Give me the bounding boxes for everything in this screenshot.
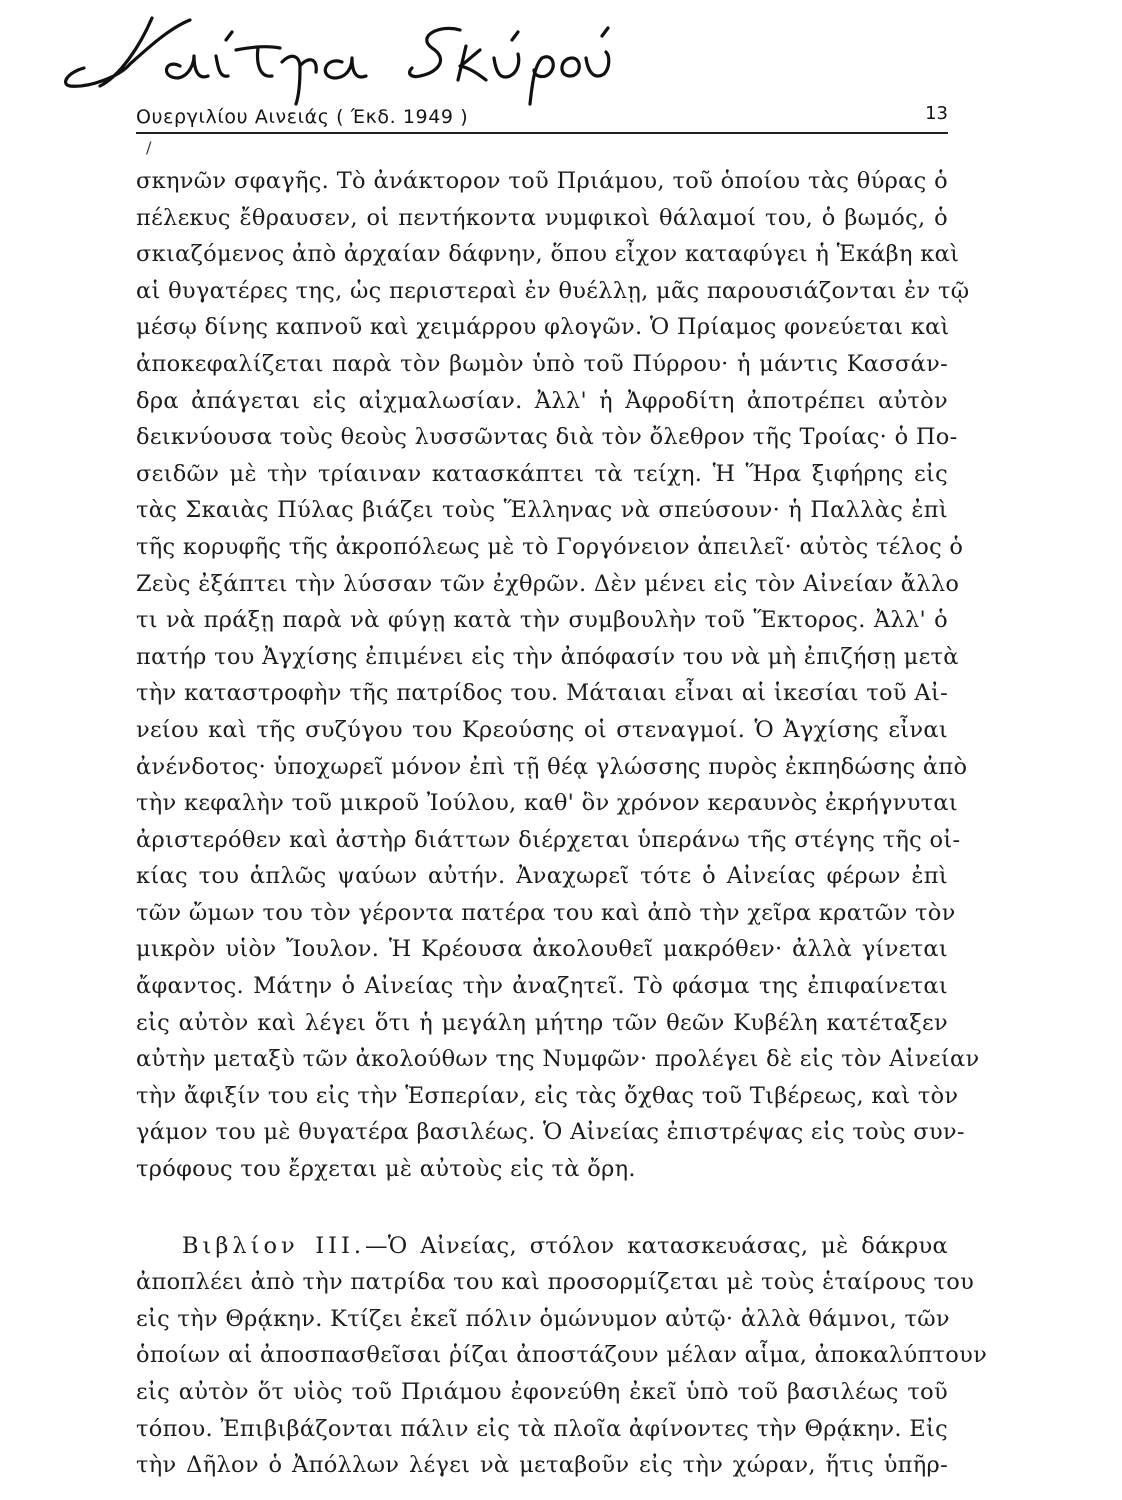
heading-line-rest: —Ὁ Αἰνείας, στόλον κατασκευάσας, μὲ δάκρυα	[365, 1232, 949, 1259]
text-line: μικρὸν υἱὸν Ἴουλον. Ἡ Κρέουσα ἀκολουθεῖ μακρόθεν· ἀλλὰ γίνεται	[136, 936, 948, 963]
text-line: πατήρ του Ἀγχίσης ἐπιμένει εἰς τὴν ἀπόφασίν του νὰ μὴ ἐπιζήσῃ μετὰ	[136, 643, 959, 670]
text-line: κίας του ἁπλῶς ψαύων αὐτήν. Ἀναχωρεῖ τότε ὁ Αἰνείας φέρων ἐπὶ	[136, 863, 948, 890]
text-line: νείου καὶ τῆς συζύγου του Κρεούσης οἱ στεναγμοί. Ὁ Ἀγχίσης εἶναι	[136, 716, 948, 743]
text-line: δρα ἀπάγεται εἰς αἰχμαλωσίαν. Ἀλλ' ἡ Ἀφροδίτη ἀποτρέπει αὐτὸν	[136, 387, 948, 414]
text-line: εἰς τὴν Θρᾴκην. Κτίζει ἐκεῖ πόλιν ὁμώνυμον αὐτῷ· ἀλλὰ θάμνοι, τῶν	[136, 1305, 950, 1332]
text-line: δεικνύουσα τοὺς θεοὺς λυσσῶντας διὰ τὸν ὄλεθρον τῆς Τροίας· ὁ Πο-	[136, 424, 958, 451]
text-line: τῆς κορυφῆς τῆς ἀκροπόλεως μὲ τὸ Γοργόνειον ἀπειλεῖ· αὐτὸς τέλος ὁ	[136, 533, 964, 560]
text-line: μέσῳ δίνης καπνοῦ καὶ χειμάρρου φλογῶν. Ὁ Πρίαμος φονεύεται καὶ	[136, 314, 950, 341]
text-line: ὁποίων αἱ ἀποσπασθεῖσαι ῥίζαι ἀποστάζουν μέλαν αἷμα, ἀποκαλύπτουν	[136, 1342, 988, 1369]
text-line: σκηνῶν σφαγῆς. Τὸ ἀνάκτορον τοῦ Πριάμου, τοῦ ὁποίου τὰς θύρας ὁ	[136, 168, 948, 194]
paragraph	[136, 1228, 988, 1484]
text-line: σκιαζόμενος ἀπὸ ἀρχαίαν δάφνην, ὅπου εἶχον καταφύγει ἡ Ἑκάβη καὶ	[136, 241, 960, 268]
paragraph	[136, 163, 980, 1188]
signature-drawing	[60, 6, 620, 106]
page-header	[136, 98, 948, 134]
text-line: αἱ θυγατέρες της, ὡς περιστεραὶ ἐν θυέλλῃ, μᾶς παρουσιάζονται ἐν τῷ	[136, 277, 970, 304]
book-heading: Βιβλίον III.	[182, 1232, 366, 1259]
text-line: αὐτὴν μεταξὺ τῶν ἀκολούθων της Νυμφῶν· προλέγει δὲ εἰς τὸν Αἰνείαν	[136, 1046, 980, 1073]
header-rule	[136, 132, 948, 134]
text-line: τὴν καταστροφὴν τῆς πατρίδος του. Μάταιαι εἶναι αἱ ἱκεσίαι τοῦ Αἰ-	[136, 680, 948, 707]
text-line: τῶν ὤμων του τὸν γέροντα πατέρα του καὶ ἀπὸ τὴν χεῖρα κρατῶν τὸν	[136, 899, 956, 926]
paragraph-gap	[136, 1188, 948, 1228]
page-number: 13	[925, 103, 948, 124]
text-line: τρόφους του ἔρχεται μὲ αὐτοὺς εἰς τὰ ὄρη.	[136, 1156, 636, 1183]
text-line: τι νὰ πράξῃ παρὰ νὰ φύγῃ κατὰ τὴν συμβουλὴν τοῦ Ἕκτορος. Ἀλλ' ὁ	[136, 607, 948, 634]
text-line: τόπου. Ἐπιβιβάζονται πάλιν εἰς τὰ πλοῖα ἀφίνοντες τὴν Θρᾴκην. Εἰς	[136, 1415, 948, 1442]
text-line: γάμον του μὲ θυγατέρα βασιλέως. Ὁ Αἰνείας ἐπιστρέψας εἰς τοὺς συν-	[136, 1119, 965, 1146]
text-line: ἀποπλέει ἀπὸ τὴν πατρίδα του καὶ προσορμίζεται μὲ τοὺς ἑταίρους του	[136, 1269, 975, 1296]
text-line: τὰς Σκαιὰς Πύλας βιάζει τοὺς Ἕλληνας νὰ σπεύσουν· ἡ Παλλὰς ἐπὶ	[136, 497, 948, 524]
handwritten-signature	[60, 6, 620, 106]
text-line: τὴν Δῆλον ὁ Ἀπόλλων λέγει νὰ μεταβοῦν εἰς τὴν χώραν, ἥτις ὑπῆρ-	[136, 1452, 948, 1479]
text-line: πέλεκυς ἔθραυσεν, οἱ πεντήκοντα νυμφικοὶ θάλαμοί του, ὁ βωμός, ὁ	[136, 204, 948, 231]
body-text	[136, 163, 988, 1484]
text-line: τὴν ἄφιξίν του εἰς τὴν Ἑσπερίαν, εἰς τὰς ὄχθας τοῦ Τιβέρεως, καὶ τὸν	[136, 1082, 959, 1109]
text-line: ἀνένδοτος· ὑποχωρεῖ μόνον ἐπὶ τῇ θέᾳ γλώσσης πυρὸς ἐκπηδώσης ἀπὸ	[136, 753, 968, 780]
text-line: Ζεὺς ἐξάπτει τὴν λύσσαν τῶν ἐχθρῶν. Δὲν μένει εἰς τὸν Αἰνείαν ἄλλο	[136, 570, 960, 597]
running-title: Ουεργιλίου Αινειάς ( Έκδ. 1949 )	[136, 106, 469, 128]
text-line: ἀριστερόθεν καὶ ἀστὴρ διάττων διέρχεται ὑπεράνω τῆς στέγης τῆς οἰ-	[136, 826, 961, 853]
text-line	[136, 1228, 948, 1265]
text-line: ἀποκεφαλίζεται παρὰ τὸν βωμὸν ὑπὸ τοῦ Πύρρου· ἡ μάντις Κασσάν-	[136, 350, 948, 377]
text-line: ἄφαντος. Μάτην ὁ Αἰνείας τὴν ἀναζητεῖ. Τὸ φάσμα της ἐπιφαίνεται	[136, 973, 948, 1000]
text-line: σειδῶν μὲ τὴν τρίαιναν κατασκάπτει τὰ τείχη. Ἡ Ἥρα ξιφήρης εἰς	[136, 460, 948, 487]
margin-mark: /	[146, 138, 152, 157]
text-line: εἰς αὐτὸν ὅτ υἱὸς τοῦ Πριάμου ἐφονεύθη ἐκεῖ ὑπὸ τοῦ βασιλέως τοῦ	[136, 1379, 948, 1405]
text-line: τὴν κεφαλὴν τοῦ μικροῦ Ἰούλου, καθ' ὃν χρόνον κεραυνὸς ἐκρήγνυται	[136, 790, 959, 817]
text-line: εἰς αὐτὸν καὶ λέγει ὅτι ἡ μεγάλη μήτηρ τῶν θεῶν Κυβέλη κατέταξεν	[136, 1009, 948, 1036]
